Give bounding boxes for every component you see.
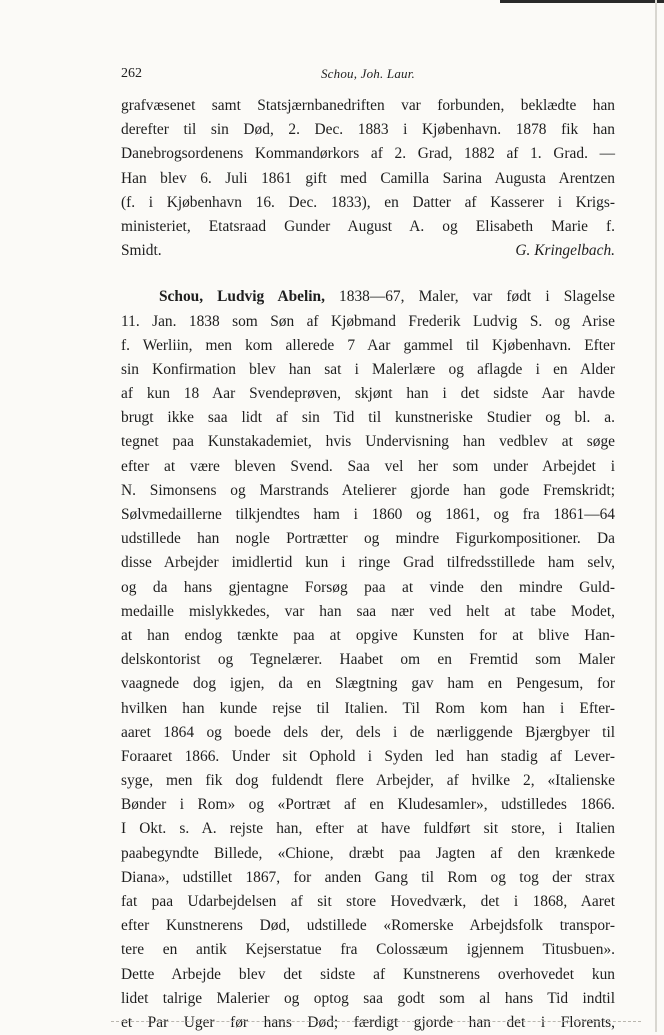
text-line: sin Konfirmation blev han sat i Malerlære og aflagde i en Alder bbox=[121, 360, 615, 378]
scan-edge-right bbox=[655, 0, 657, 1032]
text-line: Foraaret 1866. Under sit Ophold i Syden led han stadig af Lever- bbox=[121, 747, 615, 765]
author-signature: G. Kringelbach. bbox=[515, 242, 615, 260]
text-line: efter Kunstnerens Død, udstillede «Romerske Arbejdsfolk transpor- bbox=[121, 917, 615, 935]
text-line: Sølvmedaillerne tilkjendtes ham i 1860 og 1861, og fra 1861—64 bbox=[121, 506, 615, 523]
page-header bbox=[121, 66, 615, 88]
text-line: paabegyndte Billede, «Chione, dræbt paa Jagten af den krænkede bbox=[121, 844, 615, 862]
text-line-end: Smidt. bbox=[121, 242, 162, 260]
text-line: derefter til sin Død, 2. Dec. 1883 i Kjøbenhavn. 1878 fik han bbox=[121, 121, 615, 139]
text-line: efter at være bleven Svend. Saa vel her som under Arbejdet i bbox=[121, 457, 615, 475]
text-line: I Okt. s. A. rejste han, efter at have fuldført sit store, i Italien bbox=[121, 820, 615, 838]
page-number: 262 bbox=[121, 66, 142, 81]
text-line: Han blev 6. Juli 1861 gift med Camilla Sarina Augusta Arentzen bbox=[121, 169, 615, 187]
running-head: Schou, Joh. Laur. bbox=[320, 66, 416, 81]
entry-separator bbox=[121, 263, 615, 285]
text-line: Diana», udstillet 1867, for anden Gang til Rom og tog der strax bbox=[121, 868, 615, 886]
text-line: delskontorist og Tegnelærer. Haabet om en Fremtid som Maler bbox=[121, 651, 615, 669]
text-line: udstillede han nogle Portrætter og mindre Figurkompositioner. Da bbox=[121, 530, 615, 548]
text-line: ministeriet, Etatsraad Gunder August A. og Elisabeth Marie f. bbox=[121, 217, 615, 235]
text-line: af kun 18 Aar Svendeprøven, skjønt han i det sidste Aar havde bbox=[121, 385, 615, 403]
text-line: f. Werliin, men kom allerede 7 Aar gammel til Kjøbenhavn. Efter bbox=[121, 336, 615, 354]
text-line: N. Simonsens og Marstrands Atelierer gjorde han gode Fremskridt; bbox=[121, 481, 615, 499]
text-line: brugt ikke saa lidt af sin Tid til kunstneriske Studier og bl. a. bbox=[121, 409, 615, 427]
text-line: Dette Arbejde blev det sidste af Kunstnerens overhovedet kun bbox=[121, 965, 615, 983]
text-line: et Par Uger før hans Død; færdigt gjorde han det i Florents, bbox=[121, 1013, 615, 1031]
entry-heading-rest: 1838—67, Maler, var født i Slagelse bbox=[324, 288, 615, 306]
text-line: tegnet paa Kunstakademiet, hvis Undervisning han vedblev at søge bbox=[121, 433, 615, 451]
text-line: vaagnede dog igjen, da en Slægtning gav ham en Pengesum, for bbox=[121, 675, 615, 693]
text-line: syge, men fik dog fuldendt flere Arbejder, af hvilke 2, «Italienske bbox=[121, 772, 615, 790]
text-line: (f. i Kjøbenhavn 16. Dec. 1833), en Datter af Kasserer i Krigs- bbox=[121, 193, 615, 211]
text-line-with-signature bbox=[121, 239, 615, 263]
text-line: aaret 1864 og boede dels der, dels i de nærliggende Bjærgbyer til bbox=[121, 723, 615, 741]
text-line: grafvæsenet samt Statsjærnbanedriften var forbunden, beklædte han bbox=[121, 97, 615, 114]
text-line: hvilken han kunde rejse til Italien. Til Rom kom han i Efter- bbox=[121, 699, 615, 717]
text-line: disse Arbejder imidlertid kun i ringe Grad tilfredsstillede ham selv, bbox=[121, 554, 615, 572]
text-line: fat paa Udarbejdelsen af sit store Hovedværk, det i 1868, Aaret bbox=[121, 893, 615, 910]
text-line: Danebrogsordenens Kommandørkors af 2. Grad, 1882 af 1. Grad. — bbox=[121, 145, 615, 163]
text-line: lidet talrige Malerier og optog saa godt som al hans Tid indtil bbox=[121, 989, 615, 1007]
entry-schou-ludvig-abelin bbox=[121, 285, 615, 1035]
body-text bbox=[121, 94, 615, 1035]
entry-heading-line bbox=[121, 285, 615, 309]
scan-edge-top bbox=[500, 0, 664, 3]
text-line: Bønder i Rom» og «Portræt af en Kludesamler», udstilledes 1866. bbox=[121, 796, 615, 814]
scan-edge-bottom bbox=[111, 1021, 641, 1022]
entry-name: Schou, Ludvig Abelin, bbox=[159, 288, 325, 306]
text-line: og da hans gjentagne Forsøg paa at vinde den mindre Guld- bbox=[121, 578, 615, 596]
text-line: tere en antik Kejserstatue fra Colossæum igjennem Titusbuen». bbox=[121, 941, 615, 959]
entry-schou-joh-laur-end bbox=[121, 94, 615, 263]
text-line: at han endog tænkte paa at opgive Kunsten for at blive Han- bbox=[121, 626, 615, 644]
text-line: 11. Jan. 1838 som Søn af Kjøbmand Frederik Ludvig S. og Arise bbox=[121, 312, 615, 330]
text-line: medaille mislykkedes, var han saa nær ved helt at tabe Modet, bbox=[121, 602, 615, 620]
